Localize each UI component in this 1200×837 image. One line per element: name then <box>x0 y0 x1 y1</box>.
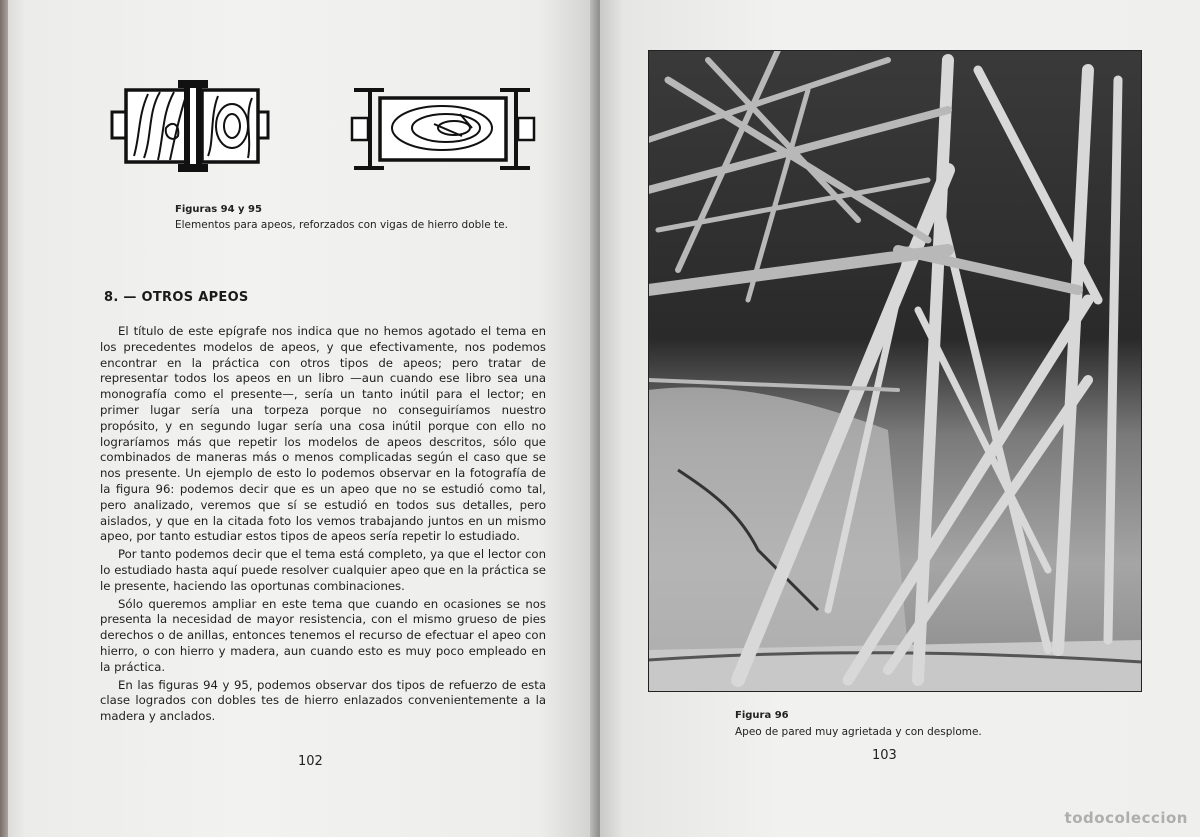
paragraph: En las figuras 94 y 95, podemos observar dos tipos de refuerzo de esta clase logrados con dobles tes de hierro enlazados convenientemente a la madera y anclados. <box>100 677 546 724</box>
caption-text: Elementos para apeos, reforzados con vigas de hierro doble te. <box>175 219 508 231</box>
page-number-left: 102 <box>298 754 323 769</box>
caption-title: Figuras 94 y 95 <box>175 204 262 215</box>
caption-title: Figura 96 <box>735 710 789 721</box>
paragraph: El título de este epígrafe nos indica que no hemos agotado el tema en los precedentes modelos de apeos, y que efectivamente, nos podemos encontrar en la práctica con otros tipos de apeos; pero tratar de representar todos los apeos en un libro —aun cuando ese libro sea una monografía como el presente—, sería un tanto inútil para el lector; en primer lugar sería una torpeza porque no conseguiríamos nuestro propósito, y en segundo lugar sería una cosa inútil porque con ello no lograríamos más que repetir los modelos de apeos descritos, sólo que combinados de maneras más o menos complicadas según el caso que se nos presente. Un ejemplo de esto lo podemos observar en la fotografía de la figura 96: podemos decir que es un apeo que no se estudió como tal, pero analizado, veremos que sí se estudió en todos sus detalles, pero aislados, y que en la citada foto los vemos trabajando juntos en un mismo apeo, por tanto estudiar estos tipos de apeos sería repetir lo estudiado. <box>100 324 546 544</box>
figure-94-95-caption <box>175 204 508 231</box>
figure-94-drawing <box>108 76 278 180</box>
paragraph: Sólo queremos ampliar en este tema que cuando en ocasiones se nos presenta la necesidad de mayor resistencia, con el mismo grueso de pies derechos o de anillas, entonces tenemos el recurso de efectuar el apeo con hierro, o con hierro y madera, aun cuando esto es muy poco empleado en la práctica. <box>100 596 546 674</box>
figure-96-photo <box>648 50 1142 692</box>
figure-95-drawing <box>350 84 536 178</box>
page-number-right: 103 <box>872 748 897 763</box>
paragraph: Por tanto podemos decir que el tema está completo, ya que el lector con lo estudiado hasta aquí puede resolver cualquier apeo que en la práctica se le presente, haciendo las oportunas combinaciones. <box>100 547 546 593</box>
section-heading: 8. — OTROS APEOS <box>104 290 249 305</box>
figure-96-caption <box>735 710 982 738</box>
caption-text: Apeo de pared muy agrietada y con desplome. <box>735 726 982 738</box>
watermark: todocoleccion <box>1064 809 1188 827</box>
body-text <box>100 324 546 727</box>
